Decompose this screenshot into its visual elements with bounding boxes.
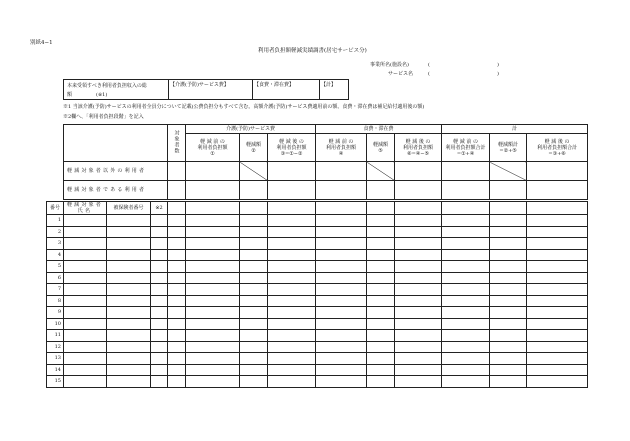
table-row: [47, 376, 588, 388]
cell: [64, 307, 107, 319]
cell: [186, 202, 240, 215]
income-total-label: 【計】: [321, 82, 337, 88]
cell: [442, 238, 490, 250]
cell: [168, 284, 186, 296]
cell: [527, 284, 588, 296]
cell: [186, 226, 240, 238]
cell: [527, 341, 588, 353]
cell: [490, 238, 527, 250]
corner-cell: [64, 125, 168, 162]
cell: [268, 295, 316, 307]
cell: [186, 284, 240, 296]
cell: [240, 307, 268, 319]
cell: [442, 162, 490, 181]
table-row: [47, 249, 588, 261]
col-header: 軽減額計 =②+⑤: [490, 134, 527, 162]
cell: [107, 261, 151, 273]
cell: [490, 364, 527, 376]
cell: [527, 181, 588, 200]
cell: [527, 261, 588, 273]
cell: [240, 364, 268, 376]
document-title: 利用者負担額軽減実績調書(居宅サービス分): [258, 48, 367, 54]
cell: [395, 341, 442, 353]
cell-diagonal: [367, 162, 395, 181]
cell: [268, 249, 316, 261]
cell: [367, 353, 395, 365]
row-number: 2: [47, 226, 64, 238]
food-group-header: 食費・滞在費: [316, 125, 442, 134]
divider: [252, 80, 253, 99]
insured-number-header: 被保険者番号: [107, 202, 151, 215]
table-row: [47, 307, 588, 319]
cell: [490, 353, 527, 365]
cell: [151, 261, 168, 273]
cell: [367, 215, 395, 227]
cell: [395, 181, 442, 200]
cell: [240, 353, 268, 365]
row-number: 3: [47, 238, 64, 250]
cell: [442, 376, 490, 388]
note-mark-header: ※2: [151, 202, 168, 215]
cell: [168, 318, 186, 330]
cell: [367, 341, 395, 353]
cell: [316, 272, 367, 284]
cell: [316, 162, 367, 181]
cell: [367, 330, 395, 342]
cell: [316, 307, 367, 319]
cell: [490, 307, 527, 319]
cell: [442, 226, 490, 238]
cell: [490, 330, 527, 342]
cell: [240, 376, 268, 388]
cell: [107, 226, 151, 238]
cell: [168, 295, 186, 307]
cell: [316, 330, 367, 342]
col-header: 軽減額 ②: [240, 134, 268, 162]
cell: [240, 341, 268, 353]
cell: [151, 353, 168, 365]
cell: [268, 364, 316, 376]
cell: [107, 341, 151, 353]
cell: [490, 284, 527, 296]
cell: [316, 364, 367, 376]
cell-diagonal: [240, 162, 268, 181]
cell: [316, 226, 367, 238]
table-row: [47, 330, 588, 342]
number-header: 番号: [47, 202, 64, 215]
cell: [316, 341, 367, 353]
cell: [240, 226, 268, 238]
cell: [268, 162, 316, 181]
cell: [240, 295, 268, 307]
cell: [367, 307, 395, 319]
cell: [64, 238, 107, 250]
row-number: 5: [47, 261, 64, 273]
cell: [527, 215, 588, 227]
cell: [240, 261, 268, 273]
cell: [395, 353, 442, 365]
cell: [168, 272, 186, 284]
row-number: 14: [47, 364, 64, 376]
cell: [395, 318, 442, 330]
office-name-open: (: [428, 62, 430, 68]
cell: [186, 330, 240, 342]
row-number: 4: [47, 249, 64, 261]
cell: [268, 318, 316, 330]
detail-header-row: [47, 202, 588, 215]
cell: [367, 261, 395, 273]
cell: [527, 376, 588, 388]
cell: [316, 295, 367, 307]
cell: [395, 261, 442, 273]
cell: [151, 238, 168, 250]
cell: [151, 330, 168, 342]
cell: [240, 238, 268, 250]
cell: [395, 162, 442, 181]
cell: [151, 226, 168, 238]
col-header: 軽 減 前 の 利用者負担額合計 =①+④: [442, 134, 490, 162]
cell: [442, 307, 490, 319]
cell: [268, 272, 316, 284]
count-header: 対象者数: [168, 125, 186, 162]
cell: [316, 202, 367, 215]
col-header: 軽 減 後 の 利用者負担額 ⑥=④−⑤: [395, 134, 442, 162]
col-header: 軽 減 後 の 利用者負担額 ③=①−②: [268, 134, 316, 162]
cell: [442, 364, 490, 376]
cell: [490, 376, 527, 388]
cell: [442, 330, 490, 342]
income-note-mark: (※1): [96, 92, 108, 98]
cell: [367, 181, 395, 200]
cell: [527, 202, 588, 215]
cell: [316, 318, 367, 330]
cell: [151, 307, 168, 319]
col-header: 軽 減 前 の 利用者負担額 ①: [186, 134, 240, 162]
cell: [168, 249, 186, 261]
cell: [316, 261, 367, 273]
cell: [395, 295, 442, 307]
cell: [240, 202, 268, 215]
cell: [527, 272, 588, 284]
cell: [316, 353, 367, 365]
cell: [527, 353, 588, 365]
cell: [527, 364, 588, 376]
cell: [442, 181, 490, 200]
cell: [186, 261, 240, 273]
cell: [64, 341, 107, 353]
document-id: 別紙4−1: [30, 40, 53, 46]
name-header: 軽減対象者氏名: [64, 202, 107, 215]
cell: [168, 162, 186, 181]
cell: [442, 341, 490, 353]
cell: [268, 261, 316, 273]
cell: [240, 318, 268, 330]
cell: [107, 376, 151, 388]
cell: [395, 215, 442, 227]
income-label-line2: 額: [67, 92, 73, 98]
cell: [107, 295, 151, 307]
cell: [490, 318, 527, 330]
row-number: 15: [47, 376, 64, 388]
cell: [107, 364, 151, 376]
cell: [395, 226, 442, 238]
income-care-label: 【介護(予防)サービス費】: [170, 82, 229, 88]
cell: [527, 295, 588, 307]
cell: [527, 330, 588, 342]
cell: [442, 261, 490, 273]
cell: [395, 284, 442, 296]
cell: [490, 181, 527, 200]
cell: [490, 215, 527, 227]
cell: [186, 353, 240, 365]
income-food-label: 【食費・滞在費】: [254, 82, 295, 88]
cell: [442, 272, 490, 284]
col-header: 軽 減 後 の 利用者負担額合計 =③+⑥: [527, 134, 588, 162]
row-number: 8: [47, 295, 64, 307]
cell: [268, 181, 316, 200]
col-header: 軽 減 前 の 利用者負担額 ④: [316, 134, 367, 162]
cell: [527, 307, 588, 319]
cell: [268, 226, 316, 238]
cell: [186, 318, 240, 330]
cell: [64, 215, 107, 227]
cell: [168, 181, 186, 200]
cell: [107, 307, 151, 319]
divider: [168, 80, 169, 99]
table-row: [47, 284, 588, 296]
cell: [64, 272, 107, 284]
cell: [107, 215, 151, 227]
cell: [490, 226, 527, 238]
cell: [64, 376, 107, 388]
row-number: 13: [47, 353, 64, 365]
cell: [442, 353, 490, 365]
cell: [151, 284, 168, 296]
cell: [240, 249, 268, 261]
cell: [64, 353, 107, 365]
cell: [490, 295, 527, 307]
cell: [442, 249, 490, 261]
cell: [186, 376, 240, 388]
cell: [151, 376, 168, 388]
cell: [268, 376, 316, 388]
table-row: [47, 341, 588, 353]
cell: [186, 215, 240, 227]
cell: [151, 318, 168, 330]
cell: [395, 272, 442, 284]
table-row: [47, 261, 588, 273]
cell: [186, 295, 240, 307]
cell: [316, 284, 367, 296]
cell: [240, 215, 268, 227]
table-row: [47, 272, 588, 284]
cell: [240, 284, 268, 296]
cell: [442, 284, 490, 296]
cell: [168, 215, 186, 227]
care-group-header: 介護(予防)サービス費: [186, 125, 316, 134]
cell: [316, 376, 367, 388]
cell: [168, 261, 186, 273]
row-number: 7: [47, 284, 64, 296]
cell: [367, 238, 395, 250]
cell: [442, 318, 490, 330]
cell: [64, 364, 107, 376]
cell: [151, 364, 168, 376]
cell: [442, 202, 490, 215]
cell: [395, 307, 442, 319]
cell: [527, 226, 588, 238]
cell: [268, 238, 316, 250]
cell: [151, 249, 168, 261]
cell: [186, 181, 240, 200]
cell: [316, 238, 367, 250]
cell: [316, 249, 367, 261]
cell: [527, 249, 588, 261]
cell: [268, 215, 316, 227]
cell: [151, 341, 168, 353]
cell: [268, 330, 316, 342]
cell: [240, 272, 268, 284]
cell: [367, 284, 395, 296]
cell: [107, 249, 151, 261]
table-row: [47, 215, 588, 227]
cell: [107, 284, 151, 296]
cell: [168, 353, 186, 365]
cell: [168, 376, 186, 388]
service-name-open: (: [428, 71, 430, 77]
office-name-label: 事業所名(施設名): [370, 62, 409, 68]
cell: [151, 215, 168, 227]
table-row: [47, 226, 588, 238]
table-row: [47, 318, 588, 330]
cell: [64, 330, 107, 342]
cell: [168, 364, 186, 376]
cell: [64, 261, 107, 273]
cell: [527, 318, 588, 330]
note-2: ※2欄へ、「利用者負担段階」を記入: [63, 114, 144, 120]
cell: [490, 272, 527, 284]
cell: [168, 341, 186, 353]
office-name-close: ): [497, 62, 499, 68]
cell: [490, 249, 527, 261]
cell: [186, 162, 240, 181]
cell: [395, 376, 442, 388]
summary-table: [63, 124, 588, 200]
cell: [268, 307, 316, 319]
service-name-close: ): [497, 71, 499, 77]
cell: [316, 215, 367, 227]
cell: [527, 238, 588, 250]
row-number: 12: [47, 341, 64, 353]
cell: [107, 318, 151, 330]
cell: [168, 202, 186, 215]
cell: [64, 295, 107, 307]
row-number: 11: [47, 330, 64, 342]
cell: [107, 238, 151, 250]
cell: [367, 295, 395, 307]
row-number: 6: [47, 272, 64, 284]
table-row: [47, 353, 588, 365]
cell: [168, 226, 186, 238]
cell: [490, 261, 527, 273]
cell: [107, 353, 151, 365]
cell: [168, 307, 186, 319]
cell: [268, 284, 316, 296]
cell: [442, 215, 490, 227]
cell: [316, 181, 367, 200]
table-row: [47, 238, 588, 250]
cell: [64, 249, 107, 261]
cell: [395, 249, 442, 261]
cell: [395, 202, 442, 215]
cell: [268, 341, 316, 353]
cell: [186, 272, 240, 284]
cell: [442, 295, 490, 307]
divider: [319, 80, 320, 99]
cell: [151, 295, 168, 307]
cell: [490, 341, 527, 353]
cell: [240, 330, 268, 342]
table-row: [47, 295, 588, 307]
cell: [168, 330, 186, 342]
cell: [107, 330, 151, 342]
cell: [527, 162, 588, 181]
income-total-box: [63, 79, 349, 100]
cell: [395, 330, 442, 342]
detail-table: [46, 201, 588, 388]
cell: [395, 238, 442, 250]
cell: [64, 226, 107, 238]
cell: [367, 226, 395, 238]
cell: [367, 272, 395, 284]
note-1: ※1 当該介護(予防)サービスの利用者全員分について記載(公費負担分もすべて含む。高額介護(予防)サービス費適用前の額、食費・滞在費は補足給付適用後の額): [63, 104, 425, 110]
cell: [107, 272, 151, 284]
row-label-reduced: 軽減対象者である利用者: [64, 181, 168, 200]
cell: [186, 249, 240, 261]
cell: [240, 181, 268, 200]
cell: [186, 307, 240, 319]
cell: [268, 353, 316, 365]
cell-diagonal: [490, 162, 527, 181]
income-label-line1: 本来受領すべき利用者負担収入の総: [67, 83, 147, 89]
row-number: 10: [47, 318, 64, 330]
cell: [395, 364, 442, 376]
cell: [367, 364, 395, 376]
cell: [490, 202, 527, 215]
cell: [186, 341, 240, 353]
service-name-label: サービス名: [388, 71, 414, 77]
cell: [64, 284, 107, 296]
cell: [186, 238, 240, 250]
row-number: 9: [47, 307, 64, 319]
cell: [64, 318, 107, 330]
col-header: 軽減額 ⑤: [367, 134, 395, 162]
cell: [268, 202, 316, 215]
row-number: 1: [47, 215, 64, 227]
total-group-header: 計: [442, 125, 588, 134]
row-label-non-reduced: 軽減対象者以外の利用者: [64, 162, 168, 181]
cell: [186, 364, 240, 376]
cell: [367, 249, 395, 261]
cell: [168, 238, 186, 250]
cell: [367, 202, 395, 215]
cell: [367, 376, 395, 388]
cell: [367, 318, 395, 330]
cell: [151, 272, 168, 284]
table-row: [47, 364, 588, 376]
